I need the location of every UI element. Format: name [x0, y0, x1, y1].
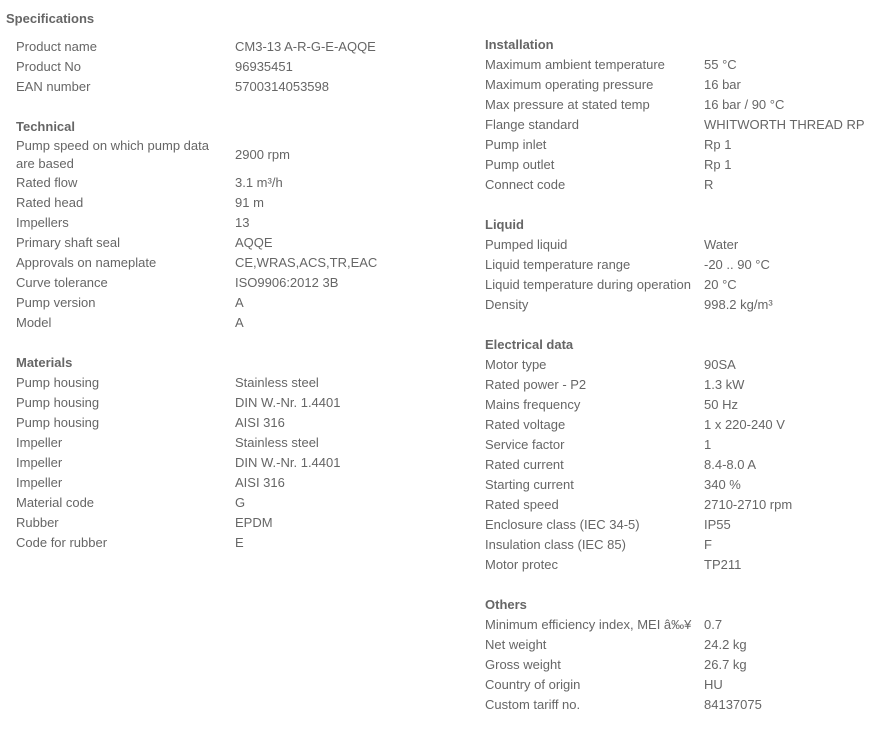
spec-value: 0.7: [704, 617, 723, 632]
spec-row: [485, 435, 895, 455]
spec-value: F: [704, 537, 712, 552]
spec-row: [16, 273, 426, 293]
spec-label: Custom tariff no.: [485, 697, 581, 712]
spec-row: [485, 675, 895, 695]
spec-value: AQQE: [235, 235, 273, 250]
spec-label: Primary shaft seal: [16, 235, 121, 250]
spec-label: Liquid temperature during operation: [485, 277, 691, 292]
spec-value: 340 %: [704, 477, 741, 492]
spec-row: [485, 235, 895, 255]
section-title-installation: Installation: [485, 37, 554, 52]
spec-row: [485, 455, 895, 475]
spec-value: 90SA: [704, 357, 736, 372]
spec-label: Max pressure at stated temp: [485, 97, 650, 112]
spec-row: [16, 533, 426, 553]
technical-section: [16, 117, 426, 333]
spec-value: AISI 316: [235, 415, 285, 430]
spec-label: Rated speed: [485, 497, 559, 512]
spec-row: [485, 615, 895, 635]
spec-value: A: [235, 315, 244, 330]
spec-row: [485, 115, 895, 135]
spec-row: [485, 355, 895, 375]
spec-value: 16 bar: [704, 77, 741, 92]
spec-row: [16, 433, 426, 453]
section-title-electrical: Electrical data: [485, 337, 574, 352]
spec-value: 91 m: [235, 195, 264, 210]
spec-label: Enclosure class (IEC 34-5): [485, 517, 640, 532]
spec-row: [16, 77, 426, 97]
spec-label: Material code: [16, 495, 95, 510]
spec-value: 50 Hz: [704, 397, 738, 412]
spec-value: -20 .. 90 °C: [704, 257, 770, 272]
section-title-technical: Technical: [16, 119, 76, 134]
spec-label: Pump speed on which pump data are based: [16, 138, 209, 171]
spec-value: IP55: [704, 517, 731, 532]
spec-value: 1.3 kW: [704, 377, 745, 392]
spec-row: [16, 493, 426, 513]
spec-label: Rated head: [16, 195, 84, 210]
spec-value: 1: [704, 437, 712, 452]
spec-value: E: [235, 535, 244, 550]
spec-label: Motor protec: [485, 557, 558, 572]
spec-label: Density: [485, 297, 529, 312]
electrical-section: [485, 335, 895, 575]
spec-row: [485, 275, 895, 295]
section-title-liquid: Liquid: [485, 217, 524, 232]
spec-row: [16, 313, 426, 333]
spec-row: [485, 555, 895, 575]
spec-value: CM3-13 A-R-G-E-AQQE: [235, 39, 376, 54]
left-column: [16, 37, 426, 553]
spec-value: DIN W.-Nr. 1.4401: [235, 455, 341, 470]
spec-row: [485, 155, 895, 175]
spec-label: Net weight: [485, 637, 547, 652]
spec-label: Code for rubber: [16, 535, 108, 550]
spec-row: [16, 57, 426, 77]
spec-label: Rated current: [485, 457, 564, 472]
spec-value: A: [235, 295, 244, 310]
spec-value: 1 x 220-240 V: [704, 417, 785, 432]
spec-label: Minimum efficiency index, MEI â‰¥: [485, 617, 692, 632]
spec-row: [16, 213, 426, 233]
spec-label: Pumped liquid: [485, 237, 568, 252]
spec-label: Gross weight: [485, 657, 561, 672]
spec-row: [485, 635, 895, 655]
spec-label: Pump version: [16, 295, 96, 310]
spec-label: Impeller: [16, 475, 63, 490]
spec-value: 16 bar / 90 °C: [704, 97, 785, 112]
spec-label: Connect code: [485, 177, 566, 192]
spec-row: [485, 255, 895, 275]
spec-value: 5700314053598: [235, 79, 329, 94]
spec-label: Pump housing: [16, 395, 100, 410]
spec-value: AISI 316: [235, 475, 285, 490]
spec-label: EAN number: [16, 79, 91, 94]
section-title-materials: Materials: [16, 355, 73, 370]
spec-label: Impeller: [16, 435, 63, 450]
spec-value: G: [235, 495, 246, 510]
spec-row: [485, 95, 895, 115]
spec-label: Impellers: [16, 215, 69, 230]
section-title-others: Others: [485, 597, 527, 612]
spec-row: [485, 415, 895, 435]
page-title: Specifications: [6, 11, 95, 26]
spec-label: Pump outlet: [485, 157, 555, 172]
spec-row: [16, 373, 426, 393]
spec-label: Approvals on nameplate: [16, 255, 157, 270]
spec-row: [485, 535, 895, 555]
spec-label: Rated voltage: [485, 417, 566, 432]
spec-row: [16, 413, 426, 433]
spec-value: 26.7 kg: [704, 657, 747, 672]
spec-label: Pump inlet: [485, 137, 547, 152]
spec-label: Maximum ambient temperature: [485, 57, 665, 72]
spec-value: 2710-2710 rpm: [704, 497, 793, 512]
spec-row: [485, 515, 895, 535]
spec-row: [16, 473, 426, 493]
spec-value: 84137075: [704, 697, 762, 712]
spec-value: Stainless steel: [235, 375, 319, 390]
spec-label: Mains frequency: [485, 397, 581, 412]
spec-value: 20 °C: [704, 277, 737, 292]
spec-row: [485, 75, 895, 95]
spec-row: [485, 695, 895, 715]
spec-value: Rp 1: [704, 137, 732, 152]
spec-label: Starting current: [485, 477, 574, 492]
spec-label: Motor type: [485, 357, 547, 372]
spec-value: WHITWORTH THREAD RP: [704, 117, 865, 132]
spec-label: Service factor: [485, 437, 565, 452]
spec-row: [16, 293, 426, 313]
spec-label: Impeller: [16, 455, 63, 470]
materials-section: [16, 353, 426, 553]
spec-label: Product No: [16, 59, 82, 74]
spec-label: Product name: [16, 39, 97, 54]
spec-row: [16, 37, 426, 57]
right-column: [485, 35, 895, 715]
spec-row: [16, 173, 426, 193]
spec-row: [485, 375, 895, 395]
spec-value: 2900 rpm: [235, 147, 290, 162]
spec-value: EPDM: [235, 515, 273, 530]
spec-value: Water: [704, 237, 739, 252]
spec-label: Liquid temperature range: [485, 257, 631, 272]
spec-label: Rated flow: [16, 175, 78, 190]
spec-value: 96935451: [235, 59, 293, 74]
spec-label: Model: [16, 315, 52, 330]
spec-row: [485, 55, 895, 75]
spec-value: Rp 1: [704, 157, 732, 172]
spec-label: Flange standard: [485, 117, 579, 132]
spec-label: Country of origin: [485, 677, 581, 692]
spec-value: 8.4-8.0 A: [704, 457, 757, 472]
spec-row: [485, 395, 895, 415]
spec-row: [16, 137, 426, 173]
spec-value: 998.2 kg/m³: [704, 297, 773, 312]
spec-row: [16, 253, 426, 273]
spec-value: 3.1 m³/h: [235, 175, 283, 190]
spec-label: Rubber: [16, 515, 59, 530]
spec-value: R: [704, 177, 714, 192]
installation-section: [485, 35, 895, 195]
spec-row: [485, 655, 895, 675]
spec-row: [16, 193, 426, 213]
spec-value: CE,WRAS,ACS,TR,EAC: [235, 255, 378, 270]
spec-row: [485, 475, 895, 495]
spec-label: Pump housing: [16, 415, 100, 430]
spec-row: [485, 175, 895, 195]
spec-row: [485, 135, 895, 155]
spec-value: Stainless steel: [235, 435, 319, 450]
spec-value: DIN W.-Nr. 1.4401: [235, 395, 341, 410]
spec-label: Insulation class (IEC 85): [485, 537, 626, 552]
spec-value: 55 °C: [704, 57, 737, 72]
spec-row: [485, 495, 895, 515]
spec-row: [16, 453, 426, 473]
others-section: [485, 595, 895, 715]
spec-value: HU: [704, 677, 723, 692]
liquid-section: [485, 215, 895, 315]
spec-row: [16, 233, 426, 253]
spec-value: TP211: [704, 557, 742, 572]
general-section: [16, 37, 426, 97]
spec-value: 13: [235, 215, 250, 230]
spec-row: [16, 393, 426, 413]
spec-row: [16, 513, 426, 533]
spec-value: 24.2 kg: [704, 637, 747, 652]
spec-label: Pump housing: [16, 375, 100, 390]
spec-row: [485, 295, 895, 315]
spec-label: Rated power - P2: [485, 377, 587, 392]
spec-value: ISO9906:2012 3B: [235, 275, 339, 290]
spec-label: Maximum operating pressure: [485, 77, 654, 92]
spec-label: Curve tolerance: [16, 275, 108, 290]
